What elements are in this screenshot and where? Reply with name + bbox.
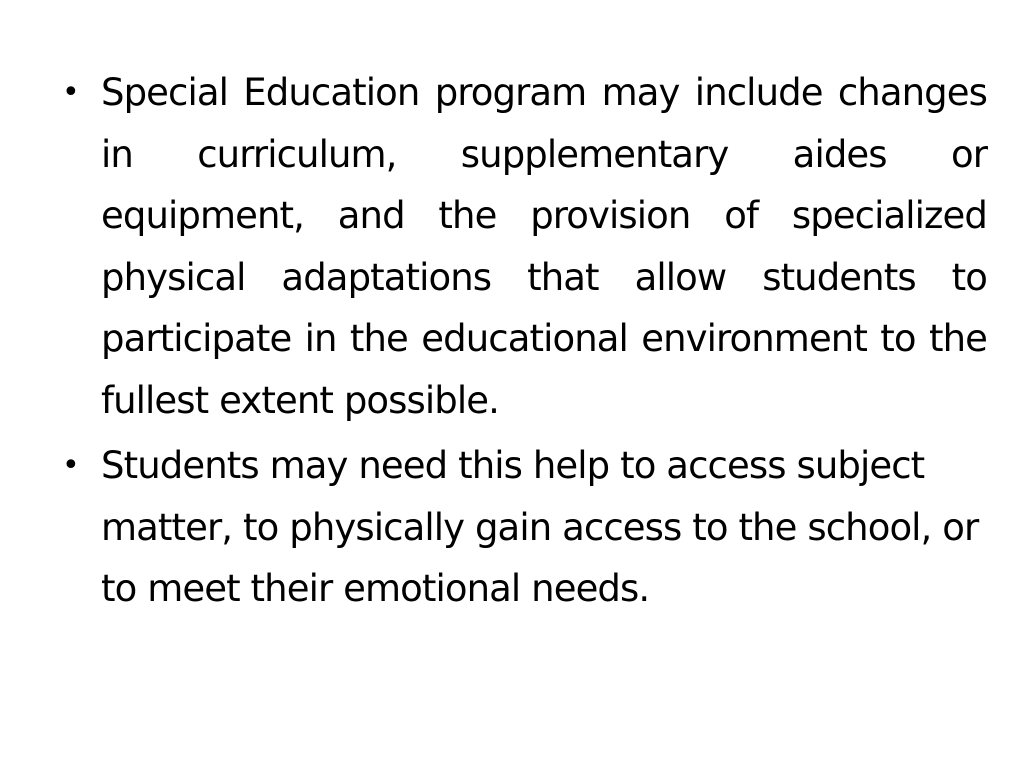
bullet-list (62, 62, 987, 624)
bullet-text: Special Education program may include changes in curriculum, supplementary aides or equipment, and the provision of specialized physical adaptations that allow students to participate in the educational environment to the fullest extent possible. (101, 71, 987, 422)
bullet-marker: • (62, 75, 79, 110)
bullet-item-students-help (62, 435, 987, 620)
bullet-item-special-education (62, 62, 987, 431)
bullet-marker: • (62, 448, 79, 483)
bullet-text: Students may need this help to access subject matter, to physically gain access to the school, or to meet their emotional needs. (101, 444, 979, 610)
